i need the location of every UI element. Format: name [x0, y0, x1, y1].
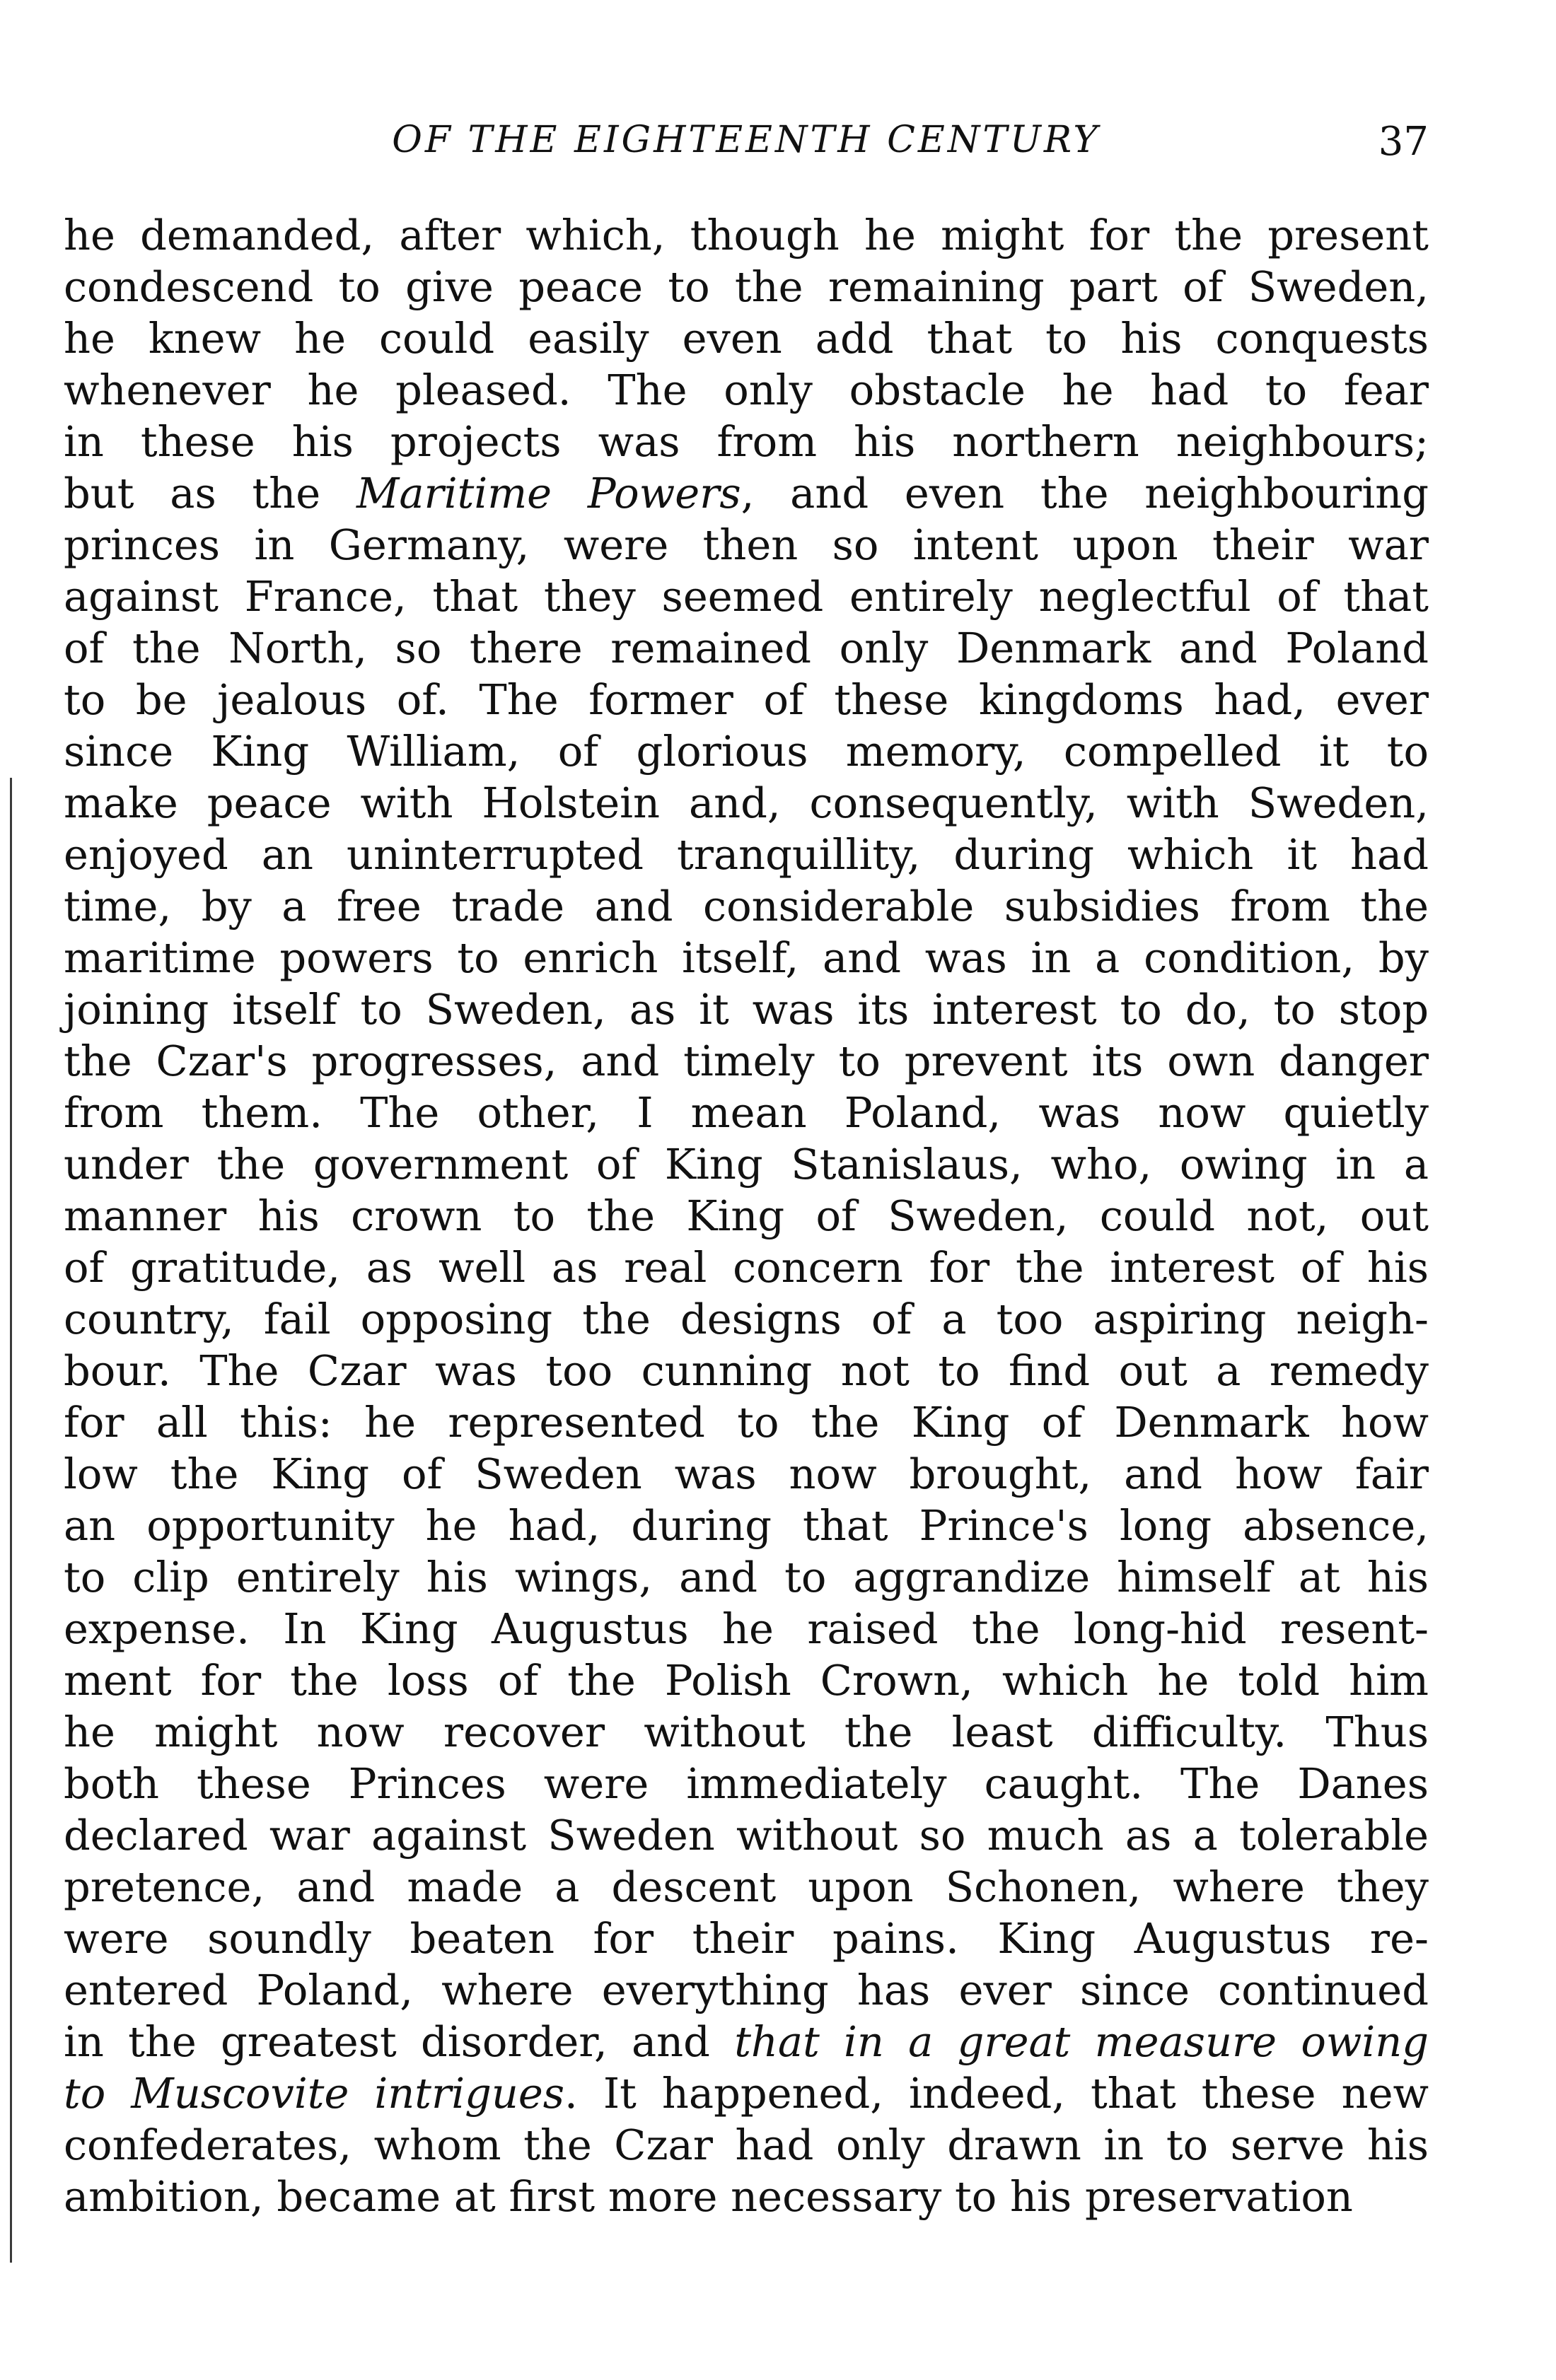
text-line: ment for the loss of the Polish Crown, which he told him	[64, 1656, 1429, 1705]
text-line: pretence, and made a descent upon Schonen, where they	[64, 1862, 1429, 1911]
text-line: both these Princes were immediately caught. The Danes	[64, 1759, 1429, 1808]
text-line	[64, 2067, 1429, 2119]
text-line: in these his projects was from his northern neighbours;	[64, 417, 1429, 466]
italic-phrase: that in a great measure owing	[734, 2017, 1429, 2066]
text-line: since King William, of glorious memory, compelled it to	[64, 727, 1429, 776]
text-line: bour. The Czar was too cunning not to find out a remedy	[64, 1346, 1429, 1395]
text-line: to be jealous of. The former of these kingdoms had, ever	[64, 675, 1429, 724]
text-line: enjoyed an uninterrupted tranquillity, during which it had	[64, 830, 1429, 879]
text-line: condescend to give peace to the remaining part of Sweden,	[64, 262, 1429, 311]
text-line: country, fail opposing the designs of a too aspiring neigh-	[64, 1295, 1429, 1343]
text-line	[64, 467, 1429, 519]
text-line: were soundly beaten for their pains. King Augustus re-	[64, 1914, 1429, 1963]
page-number: 37	[1378, 119, 1429, 165]
text-line: declared war against Sweden without so much as a tolerable	[64, 1811, 1429, 1860]
text-line: for all this: he represented to the King of Denmark how	[64, 1398, 1429, 1447]
text-run: but as the	[64, 469, 356, 518]
text-line: whenever he pleased. The only obstacle he had to fear	[64, 366, 1429, 414]
text-line: make peace with Holstein and, consequently, with Sweden,	[64, 778, 1429, 827]
text-line: of the North, so there remained only Denmark and Poland	[64, 624, 1429, 672]
text-line: manner his crown to the King of Sweden, could not, out	[64, 1191, 1429, 1240]
text-line: expense. In King Augustus he raised the long-hid resent-	[64, 1604, 1429, 1653]
text-line: he knew he could easily even add that to his conquests	[64, 314, 1429, 363]
text-line: against France, that they seemed entirely neglectful of that	[64, 572, 1429, 621]
text-run: in the greatest disorder, and	[64, 2017, 735, 2066]
text-line: to clip entirely his wings, and to aggrandize himself at his	[64, 1553, 1429, 1602]
page-header	[64, 119, 1429, 175]
italic-phrase: Maritime Powers	[356, 469, 741, 518]
text-run: , and even the neighbouring	[741, 469, 1429, 518]
italic-phrase: to Muscovite intrigues	[64, 2069, 565, 2118]
body-text	[64, 209, 1429, 2222]
text-line: confederates, whom the Czar had only drawn in to serve his	[64, 2121, 1429, 2169]
text-line: time, by a free trade and considerable subsidies from the	[64, 882, 1429, 931]
text-line: an opportunity he had, during that Prince's long absence,	[64, 1501, 1429, 1550]
text-line: entered Poland, where everything has ever since continued	[64, 1966, 1429, 2014]
text-line: he might now recover without the least difficulty. Thus	[64, 1708, 1429, 1756]
text-run: . It happened, indeed, that these new	[564, 2069, 1429, 2118]
text-line: low the King of Sweden was now brought, and how fair	[64, 1449, 1429, 1498]
text-line: from them. The other, I mean Poland, was now quietly	[64, 1088, 1429, 1137]
text-line: under the government of King Stanislaus, who, owing in a	[64, 1140, 1429, 1189]
text-line: the Czar's progresses, and timely to prevent its own danger	[64, 1037, 1429, 1085]
binding-edge	[10, 778, 12, 2263]
running-head: OF THE EIGHTEENTH CENTURY	[392, 119, 1101, 161]
text-line: ambition, became at first more necessary to his preservation	[64, 2172, 1353, 2221]
text-line: maritime powers to enrich itself, and was in a condition, by	[64, 933, 1429, 982]
text-line: of gratitude, as well as real concern for the interest of his	[64, 1243, 1429, 1292]
text-line: princes in Germany, were then so intent upon their war	[64, 520, 1429, 569]
text-line: joining itself to Sweden, as it was its interest to do, to stop	[64, 985, 1429, 1034]
text-line: he demanded, after which, though he might for the present	[64, 211, 1429, 259]
text-line	[64, 2016, 1429, 2067]
